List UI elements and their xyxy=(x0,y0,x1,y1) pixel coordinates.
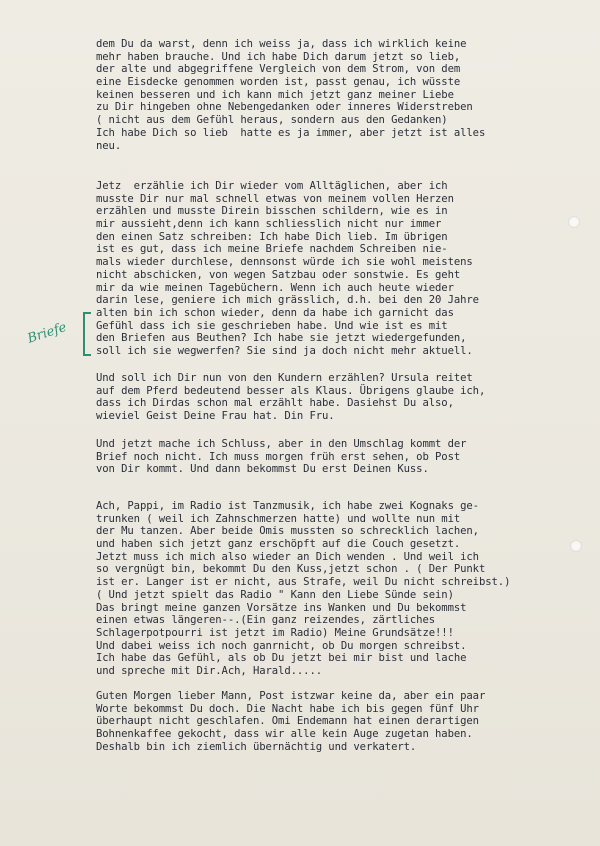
text-line: mehr haben brauche. Und ich habe Dich darum jetzt so lieb, xyxy=(96,50,461,63)
text-line: trunken ( weil ich Zahnschmerzen hatte) und wollte nun mit xyxy=(96,512,461,525)
text-line: und haben sich jetzt ganz erschöpft auf die Couch gesetzt. xyxy=(96,538,461,551)
text-line: Schlagerpotpourri ist jetzt im Radio) Meine Grundsätze!!! xyxy=(96,626,454,639)
text-line: mir aussieht,denn ich kann schliesslich nicht nur immer xyxy=(96,218,442,231)
text-line: den einen Satz schreiben: Ich habe Dich lieb. Im übrigen xyxy=(96,230,448,243)
text-line: ist er. Langer ist er nicht, aus Strafe, weil Du nicht schreibst.) xyxy=(96,576,511,589)
text-line: mir da wie meinen Tagebüchern. Wenn ich auch heute wieder xyxy=(96,281,454,294)
text-line: ( Und jetzt spielt das Radio " Kann den Liebe Sünde sein) xyxy=(96,588,454,601)
text-line: ist es gut, dass ich meine Briefe nachdem Schreiben nie- xyxy=(96,243,448,256)
paragraph-3 xyxy=(96,372,596,423)
text-line: Guten Morgen lieber Mann, Post istzwar keine da, aber ein paar xyxy=(96,690,486,702)
text-line: Und soll ich Dir nun von den Kundern erzählen? Ursula reitet xyxy=(96,372,473,384)
text-line: Und dabei weiss ich noch ganrnicht, ob Du morgen schreibst. xyxy=(96,639,467,652)
text-line: dass ich Dirdas schon mal erzählt habe. Dasiehst Du also, xyxy=(96,397,454,410)
text-line: Ich habe Dich so lieb hatte es ja immer, aber jetzt ist alles xyxy=(96,126,486,139)
text-line: Ich habe das Gefühl, als ob Du jetzt bei mir bist und lache xyxy=(96,652,467,665)
paragraph-2 xyxy=(96,180,596,358)
paragraph-6 xyxy=(96,690,596,753)
text-line: wieviel Geist Deine Frau hat. Din Fru. xyxy=(96,410,335,423)
text-line: von Dir kommt. Und dann bekommst Du erst Deinen Kuss. xyxy=(96,463,429,476)
text-line: mals wieder durchlese, dennsonst würde ich sie wohl meistens xyxy=(96,256,473,269)
text-line: Das bringt meine ganzen Vorsätze ins Wanken und Du bekommst xyxy=(96,601,467,614)
paragraph-5 xyxy=(96,500,596,678)
text-line: eine Eisdecke genommen worden ist, passt genau, ich wüsste xyxy=(96,76,461,89)
text-line: ( nicht aus dem Gefühl heraus, sondern aus den Gedanken) xyxy=(96,114,448,127)
text-line: erzählen und musste Direin bisschen schildern, wie es in xyxy=(96,205,448,218)
text-line: Worte bekommst Du doch. Die Nacht habe ich bis gegen fünf Uhr xyxy=(96,702,479,715)
text-line: der Mu tanzen. Aber beide Omis mussten so schrecklich lachen, xyxy=(96,525,479,538)
text-line: soll ich sie wegwerfen? Sie sind ja doch nicht mehr aktuell. xyxy=(96,344,473,357)
margin-handwritten-note: Briefe xyxy=(25,319,69,347)
text-line: Ach, Pappi, im Radio ist Tanzmusik, ich habe zwei Kognaks ge- xyxy=(96,500,479,512)
text-line: so vergnügt bin, bekommt Du den Kuss,jetzt schon . ( Der Punkt xyxy=(96,563,486,576)
text-line: Jetz erzählie ich Dir wieder vom Alltäglichen, aber ich xyxy=(96,180,448,192)
paragraph-4 xyxy=(96,438,596,476)
text-line: keinen besseren und ich kann mich jetzt ganz meiner Liebe xyxy=(96,88,454,101)
text-line: darin lese, geniere ich mich grässlich, d.h. bei den 20 Jahre xyxy=(96,294,479,307)
text-line: überhaupt nicht geschlafen. Omi Endemann hat einen derartigen xyxy=(96,715,479,728)
text-line: dem Du da warst, denn ich weiss ja, dass ich wirklich keine xyxy=(96,38,467,50)
text-line: zu Dir hingeben ohne Nebengedanken oder inneres Widerstreben xyxy=(96,101,473,114)
text-line: Brief noch nicht. Ich muss morgen früh erst sehen, ob Post xyxy=(96,450,461,463)
text-line: auf dem Pferd bedeutend besser als Klaus. Übrigens glaube ich, xyxy=(96,384,486,397)
text-line: Jetzt muss ich mich also wieder an Dich wenden . Und weil ich xyxy=(96,550,479,563)
text-line: neu. xyxy=(96,139,122,152)
text-line: und spreche mit Dir.Ach, Harald..... xyxy=(96,664,323,677)
text-line: Gefühl dass ich sie geschrieben habe. Und wie ist es mit xyxy=(96,319,448,332)
text-line: den Briefen aus Beuthen? Ich habe sie jetzt wiedergefunden, xyxy=(96,332,467,345)
text-line: alten bin ich schon wieder, denn da habe ich garnicht das xyxy=(96,306,454,319)
paragraph-1 xyxy=(96,38,596,152)
margin-bracket-mark xyxy=(83,312,91,356)
text-line: musste Dir nur mal schnell etwas von meinem vollen Herzen xyxy=(96,192,454,205)
text-line: Deshalb bin ich ziemlich übernächtig und verkatert. xyxy=(96,740,417,753)
text-line: nicht abschicken, von wegen Satzbau oder sonstwie. Es geht xyxy=(96,268,461,281)
text-line: Bohnenkaffee gekocht, dass wir alle kein Auge zugetan haben. xyxy=(96,728,473,741)
text-line: Und jetzt mache ich Schluss, aber in den Umschlag kommt der xyxy=(96,438,467,450)
text-line: einen etwas längeren--.(Ein ganz reizendes, zärtliches xyxy=(96,614,436,627)
text-line: der alte und abgegriffene Vergleich von dem Strom, von dem xyxy=(96,63,461,76)
